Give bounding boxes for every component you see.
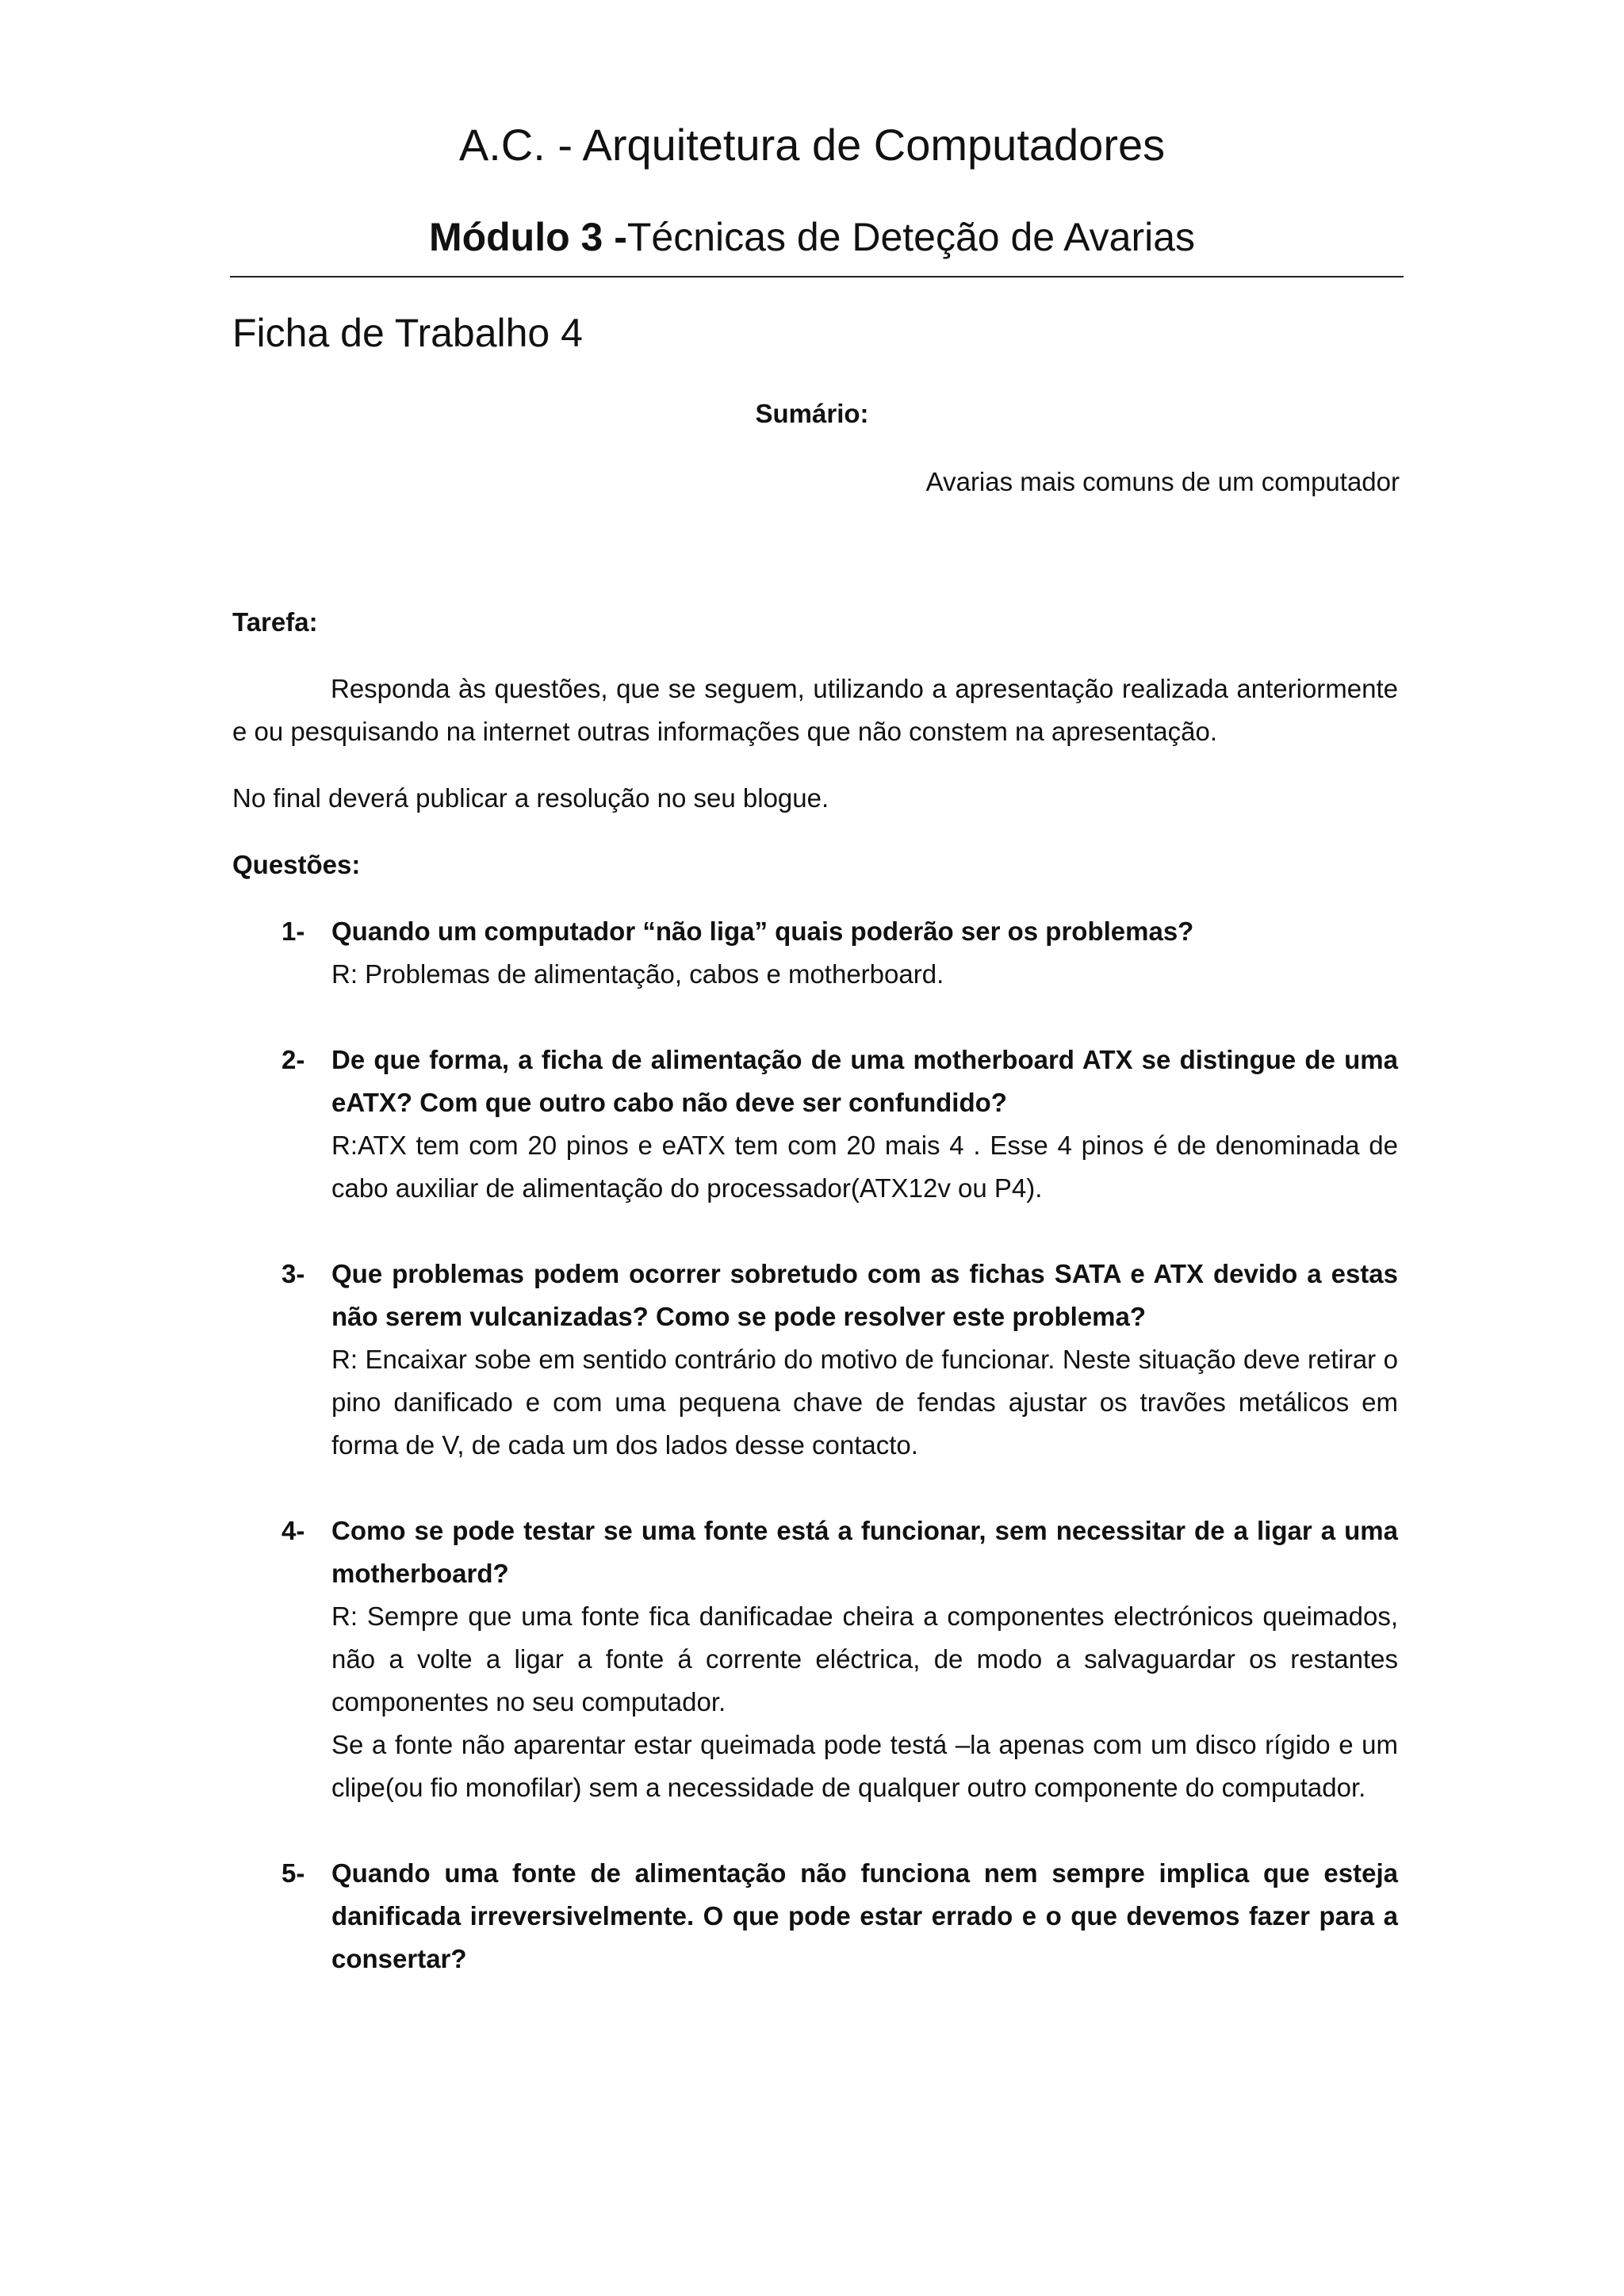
question-answer: R:ATX tem com 20 pinos e eATX tem com 20 mais 4 . Esse 4 pinos é de denominada de cabo auxiliar de alimentação do processador(ATX12v ou P4). (331, 1131, 1398, 1203)
module-number: Módulo 3 - (428, 215, 627, 259)
question-text: Como se pode testar se uma fonte está a funcionar, sem necessitar de a ligar a uma motherboard? (331, 1516, 1398, 1588)
question-text: De que forma, a ficha de alimentação de uma motherboard ATX se distingue de uma eATX? Com que outro cabo não deve ser confundido? (331, 1045, 1398, 1117)
question-number: 5- (282, 1858, 305, 1888)
question-item (232, 910, 1398, 996)
summary-text: Avarias mais comuns de um computador (925, 467, 1400, 496)
module-name: Técnicas de Deteção de Avarias (626, 215, 1196, 259)
question-number: 1- (282, 916, 305, 946)
task-publish-note: No final deverá publicar a resolução no seu blogue. (232, 783, 829, 813)
module-subtitle (0, 212, 1624, 262)
question-number: 2- (282, 1045, 305, 1074)
task-instructions: Responda às questões, que se seguem, utilizando a apresentação realizada anteriormente e ou pesquisando na internet outras informações que não constem na apresentação. (232, 674, 1398, 746)
summary-label: Sumário: (755, 399, 869, 428)
question-answer: R: Problemas de alimentação, cabos e motherboard. (331, 959, 944, 989)
question-answer: R: Encaixar sobe em sentido contrário do motivo de funcionar. Neste situação deve retirar o pino danificado e com uma pequena chave de fendas ajustar os travões metálicos em forma de V, de cada um dos lados desse contacto. (331, 1345, 1398, 1460)
question-answer: R: Sempre que uma fonte fica danificadae cheira a componentes electrónicos queimados, não a volte a ligar a fonte á corrente eléctrica, de modo a salvaguardar os restantes componentes no seu computador. (331, 1601, 1398, 1716)
question-text: Que problemas podem ocorrer sobretudo com as fichas SATA e ATX devido a estas não serem vulcanizadas? Como se pode resolver este problema? (331, 1259, 1398, 1331)
question-item (232, 1852, 1398, 1980)
question-text: Quando um computador “não liga” quais poderão ser os problemas? (331, 916, 1194, 946)
question-number: 3- (282, 1259, 305, 1288)
question-number: 4- (282, 1516, 305, 1545)
question-answer-continued: Se a fonte não aparentar estar queimada pode testá –la apenas com um disco rígido e um clipe(ou fio monofilar) sem a necessidade de qualquer outro componente do computador. (331, 1730, 1398, 1802)
questions-label: Questões: (232, 850, 361, 879)
document-title: A.C. - Arquitetura de Computadores (458, 120, 1166, 170)
task-label: Tarefa: (232, 607, 318, 637)
questions-list (232, 910, 1398, 1980)
header-divider (230, 276, 1404, 277)
document-body (232, 601, 1398, 2023)
question-text: Quando uma fonte de alimentação não funciona nem sempre implica que esteja danificada irreversivelmente. O que pode estar errado e o que devemos fazer para a consertar? (331, 1858, 1398, 1973)
worksheet-title: Ficha de Trabalho 4 (232, 311, 583, 355)
question-item (232, 1039, 1398, 1210)
question-item (232, 1253, 1398, 1467)
question-item (232, 1510, 1398, 1809)
